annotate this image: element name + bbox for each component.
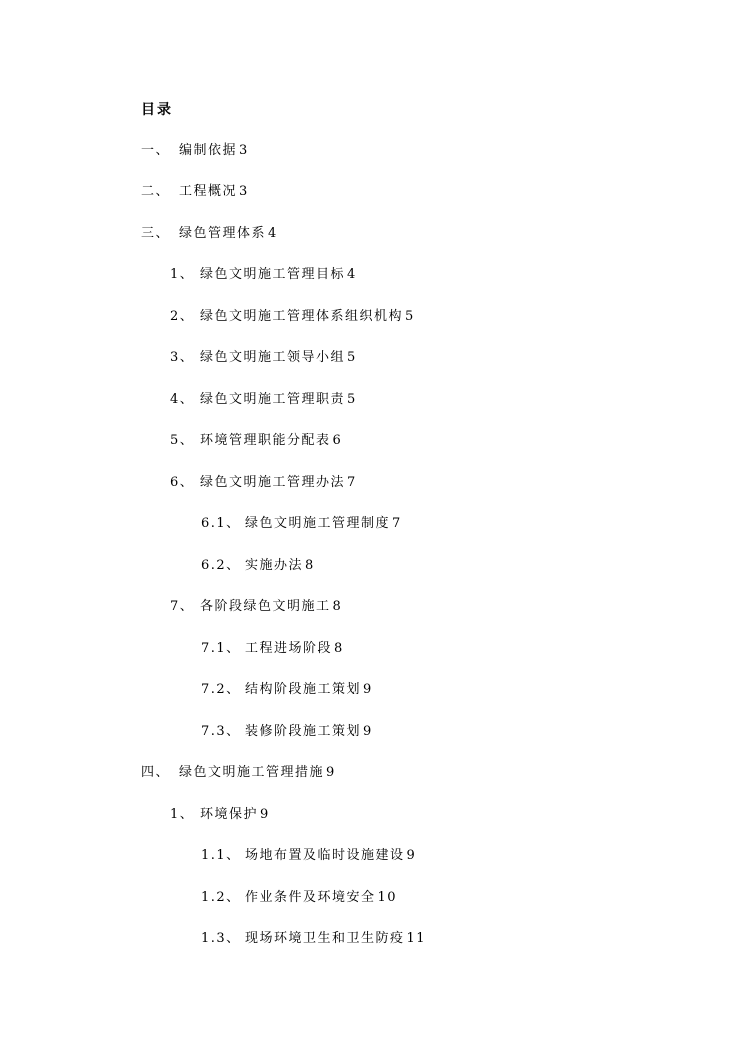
toc-entry-text: 绿色文明施工管理制度 — [245, 516, 391, 531]
toc-entry-text: 场地布置及临时设施建设 — [245, 848, 405, 863]
toc-entry-text: 编制依据 — [179, 143, 238, 158]
toc-entry-text: 结构阶段施工策划 — [245, 682, 362, 697]
toc-entry-number: 四、 — [141, 765, 171, 780]
toc-entry-page: 5 — [347, 392, 357, 407]
toc-entry[interactable] — [141, 764, 336, 782]
toc-entry-page: 9 — [363, 724, 373, 739]
toc-entry[interactable] — [170, 266, 357, 284]
toc-entry[interactable] — [201, 930, 426, 948]
toc-entry-text: 绿色管理体系 — [179, 226, 267, 241]
toc-entry-text: 装修阶段施工策划 — [245, 724, 362, 739]
toc-entry-text: 工程进场阶段 — [245, 641, 333, 656]
toc-entry-text: 绿色文明施工管理体系组织机构 — [200, 309, 404, 324]
toc-entry[interactable] — [170, 806, 270, 824]
toc-entry-page: 5 — [347, 350, 357, 365]
toc-entry-page: 6 — [332, 433, 343, 448]
toc-entry-page: 3 — [239, 184, 249, 199]
toc-entry-number: 1、 — [170, 807, 195, 822]
toc-entry-text: 绿色文明施工管理办法 — [200, 475, 346, 490]
toc-entry-page: 4 — [268, 226, 278, 241]
toc-entry-number: 4、 — [170, 392, 195, 407]
toc-entry-number: 6.1、 — [201, 516, 241, 531]
toc-entry[interactable] — [201, 847, 416, 865]
toc-entry[interactable] — [201, 640, 344, 658]
toc-entry-number: 6.2、 — [201, 558, 241, 573]
toc-entry-page: 9 — [363, 682, 373, 697]
toc-entry-number: 7.3、 — [201, 724, 241, 739]
toc-entry[interactable] — [170, 474, 357, 492]
toc-entry[interactable] — [141, 225, 278, 243]
toc-entry-page: 4 — [347, 267, 357, 282]
toc-entry-page: 8 — [332, 599, 343, 614]
toc-entry[interactable] — [170, 391, 357, 409]
toc-entry-number: 二、 — [141, 184, 171, 199]
toc-entry-number: 1.3、 — [201, 931, 241, 946]
toc-entry-page: 8 — [334, 641, 344, 656]
toc-entry[interactable] — [201, 889, 397, 907]
toc-entry-page: 5 — [405, 309, 415, 324]
toc-entry[interactable] — [141, 142, 249, 160]
toc-entry-page: 11 — [406, 931, 427, 946]
toc-entry-number: 1、 — [170, 267, 195, 282]
toc-entry-page: 7 — [347, 475, 357, 490]
toc-entry-text: 现场环境卫生和卫生防疫 — [245, 931, 405, 946]
toc-entry-page: 3 — [239, 143, 249, 158]
toc-entry-page: 9 — [406, 848, 417, 863]
toc-entry[interactable] — [201, 557, 315, 575]
toc-entry[interactable] — [170, 349, 357, 367]
toc-entry[interactable] — [201, 723, 373, 741]
toc-entry-page: 9 — [326, 765, 336, 780]
toc-entry-number: 5、 — [170, 433, 195, 448]
toc-entry[interactable] — [170, 598, 342, 616]
toc-entry-number: 7、 — [170, 599, 195, 614]
toc-entry-text: 绿色文明施工管理措施 — [179, 765, 325, 780]
toc-entry-text: 环境保护 — [200, 807, 259, 822]
toc-entry-page: 8 — [305, 558, 315, 573]
toc-entry-text: 工程概况 — [179, 184, 238, 199]
toc-entry-text: 绿色文明施工管理职责 — [200, 392, 346, 407]
toc-entry-text: 实施办法 — [245, 558, 304, 573]
toc-entry-text: 作业条件及环境安全 — [245, 890, 376, 905]
toc-entry-text: 绿色文明施工领导小组 — [200, 350, 346, 365]
toc-entry-page: 10 — [377, 890, 398, 905]
toc-title: 目录 — [141, 102, 173, 118]
toc-entry-text: 各阶段绿色文明施工 — [200, 599, 331, 614]
toc-entry-number: 一、 — [141, 143, 171, 158]
toc-entry[interactable] — [201, 515, 402, 533]
toc-entry[interactable] — [170, 432, 342, 450]
toc-entry-number: 6、 — [170, 475, 195, 490]
toc-entry-page: 9 — [260, 807, 270, 822]
toc-entry-number: 7.1、 — [201, 641, 241, 656]
toc-entry-number: 2、 — [170, 309, 195, 324]
toc-entry-page: 7 — [392, 516, 402, 531]
toc-entry[interactable] — [201, 681, 373, 699]
toc-entry-number: 1.1、 — [201, 848, 241, 863]
toc-entry-text: 环境管理职能分配表 — [200, 433, 331, 448]
toc-entry[interactable] — [170, 308, 415, 326]
toc-entry-number: 1.2、 — [201, 890, 241, 905]
toc-entry-number: 7.2、 — [201, 682, 241, 697]
toc-entry-text: 绿色文明施工管理目标 — [200, 267, 346, 282]
toc-entry-number: 3、 — [170, 350, 195, 365]
toc-entry[interactable] — [141, 183, 249, 201]
toc-entry-number: 三、 — [141, 226, 171, 241]
